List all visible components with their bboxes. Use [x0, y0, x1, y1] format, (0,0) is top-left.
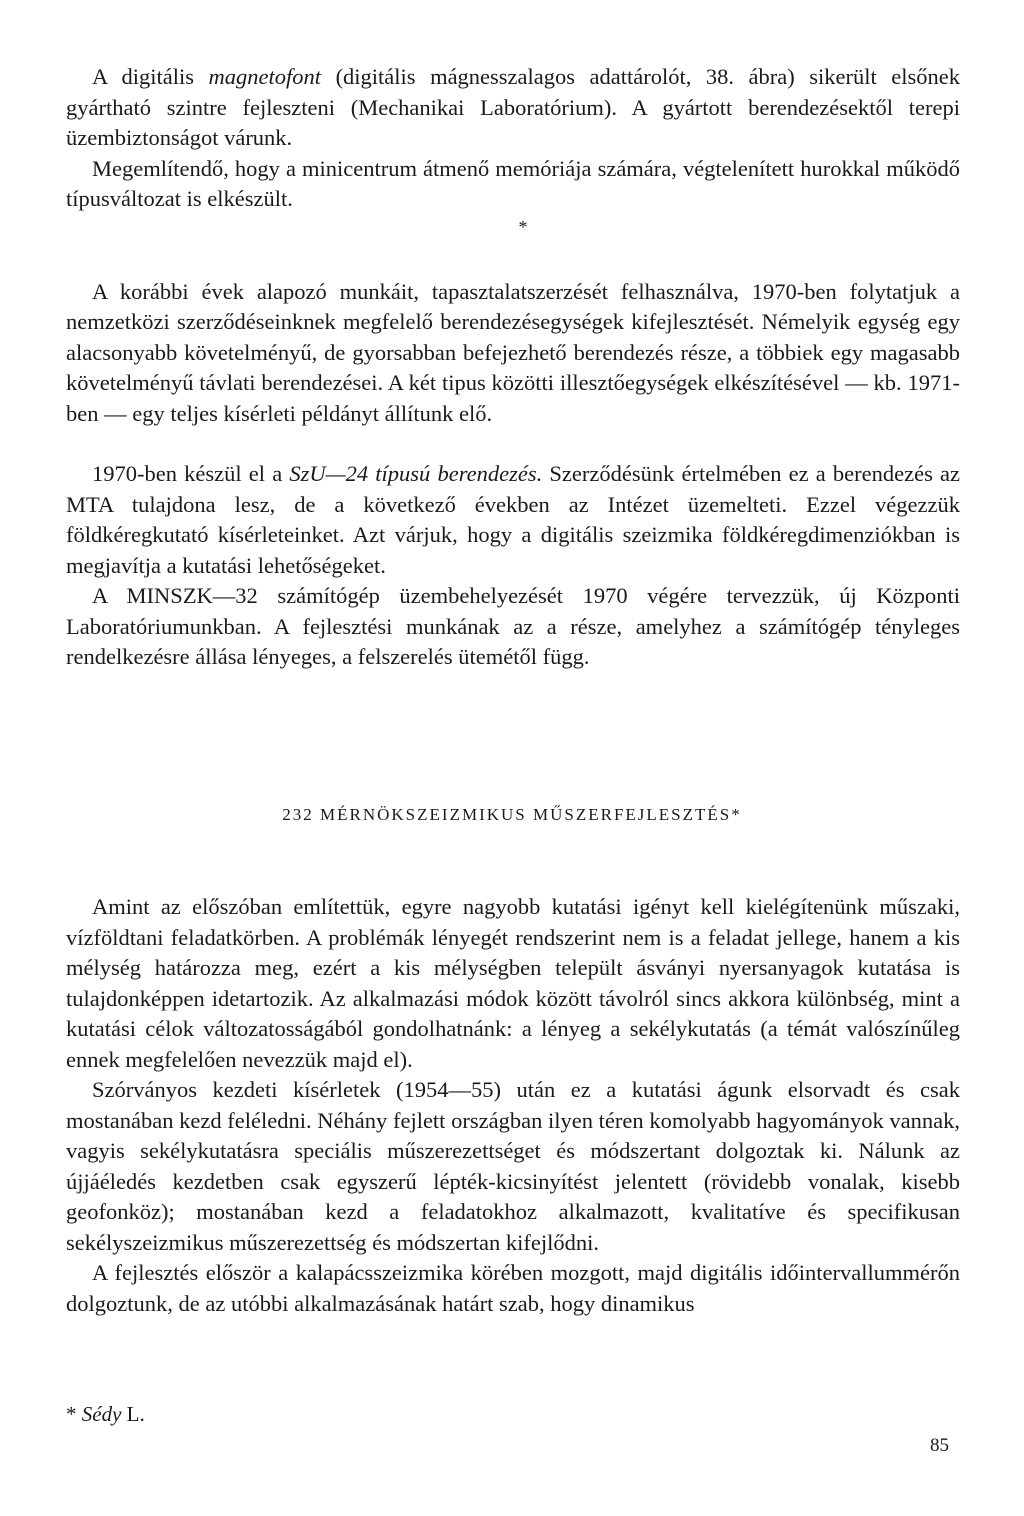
paragraph-magnetofon: A digitális magnetofont (digitális mágnesszalagos adattárolót, 38. ábra) sikerült elsőnek gyártható szintre fejleszteni (Mechanikai Laboratórium). A gyártott berendezésektől terepi üzembiztonságot várunk.: [66, 64, 960, 150]
paragraph-development: A fejlesztés először a kalapácsszeizmika körében mozgott, majd digitális időintervallummérőn dolgoztunk, de az utóbbi alkalmazásának határt szab, hogy dinamikus: [66, 1260, 960, 1316]
asterism-divider: *: [518, 216, 528, 237]
footnote: * Sédy L.: [66, 1402, 145, 1426]
paragraph-history: Szórványos kezdeti kísérletek (1954—55) után ez a kutatási águnk elsorvadt és csak mostanában kezd feléledni. Néhány fejlett országban ilyen téren komolyabb hagyományok vannak, vagyis sekélykutatásra speciális műszerezettséget és módszertant dolgoztak ki. Nálunk az újjáéledés kezdetben csak egyszerű lépték-kicsinyítést jelentett (rövidebb vonalak, kisebb geofonköz); mostanában kezd a feladatokhoz alkalmazott, kvalitatíve és specifikusan sekélyszeizmikus műszerezettség és módszertan kifejlődni.: [66, 1077, 960, 1255]
top-text-block: [66, 62, 960, 673]
paragraph-intro: Amint az előszóban említettük, egyre nagyobb kutatási igényt kell kielégítenünk műszaki, vízföldtani feladatkörben. A problémák lényegét rendszerint nem is a feladat jellege, hanem a kis mélység határozza meg, ezért a kis mélységben települt ásványi nyersanyagok kutatása is tulajdonképpen idetartozik. Az alkalmazási módok között távolról sincs akkora különbség, mint a kutatási célok változatosságából gondolhatnánk: a lényeg a sekélykutatás (a témát valószínűleg ennek megfelelően nevezzük majd el).: [66, 894, 960, 1072]
section-heading: 232 MÉRNÖKSZEIZMIKUS MŰSZERFEJLESZTÉS*: [282, 805, 742, 824]
term-szu-24: SzU—24 típusú berendezés.: [289, 461, 543, 486]
term-magnetofon: magnetofont: [208, 64, 322, 89]
paragraph-szu-24: 1970-ben készül el a SzU—24 típusú berendezés. Szerződésünk értelmében ez a berendezés az MTA tulajdona lesz, de a következő években az Intézet üzemelteti. Ezzel végezzük földkéregkutató kísérleteinket. Azt várjuk, hogy a digitális szeizmika földkéregdimenziókban is megjavítja a kutatási lehetőségeket.: [66, 461, 961, 578]
section-text-block: [66, 892, 960, 1319]
footnote-author: Sédy: [81, 1402, 122, 1426]
page-number: 85: [930, 1435, 949, 1456]
paragraph-minszk-32: A MINSZK—32 számítógép üzembehelyezését 1970 végére tervezzük, új Központi Laboratóriumunkban. A fejlesztési munkának az a része, amelyhez a számítógép tényleges rendelkezésre állása lényeges, a felszerelés ütemétől függ.: [66, 583, 960, 669]
paragraph-minicentrum: Megemlítendő, hogy a minicentrum átmenő memóriája számára, végtelenített hurokkal működő típusváltozat is elkészült.: [66, 155, 960, 211]
paragraph-1970-plan: A korábbi évek alapozó munkáit, tapasztalatszerzését felhasználva, 1970-ben folytatjuk a nemzetközi szerződéseinknek megfelelő berendezésegységek kifejlesztését. Némelyik egység egy alacsonyabb követelményű, de gyorsabban befejezhető berendezés része, a többiek egy magasabb követelményű távlati berendezései. A két tipus közötti illesztőegységek elkészítésével — kb. 1971-ben — egy teljes kísérleti példányt állítunk elő.: [66, 278, 960, 426]
